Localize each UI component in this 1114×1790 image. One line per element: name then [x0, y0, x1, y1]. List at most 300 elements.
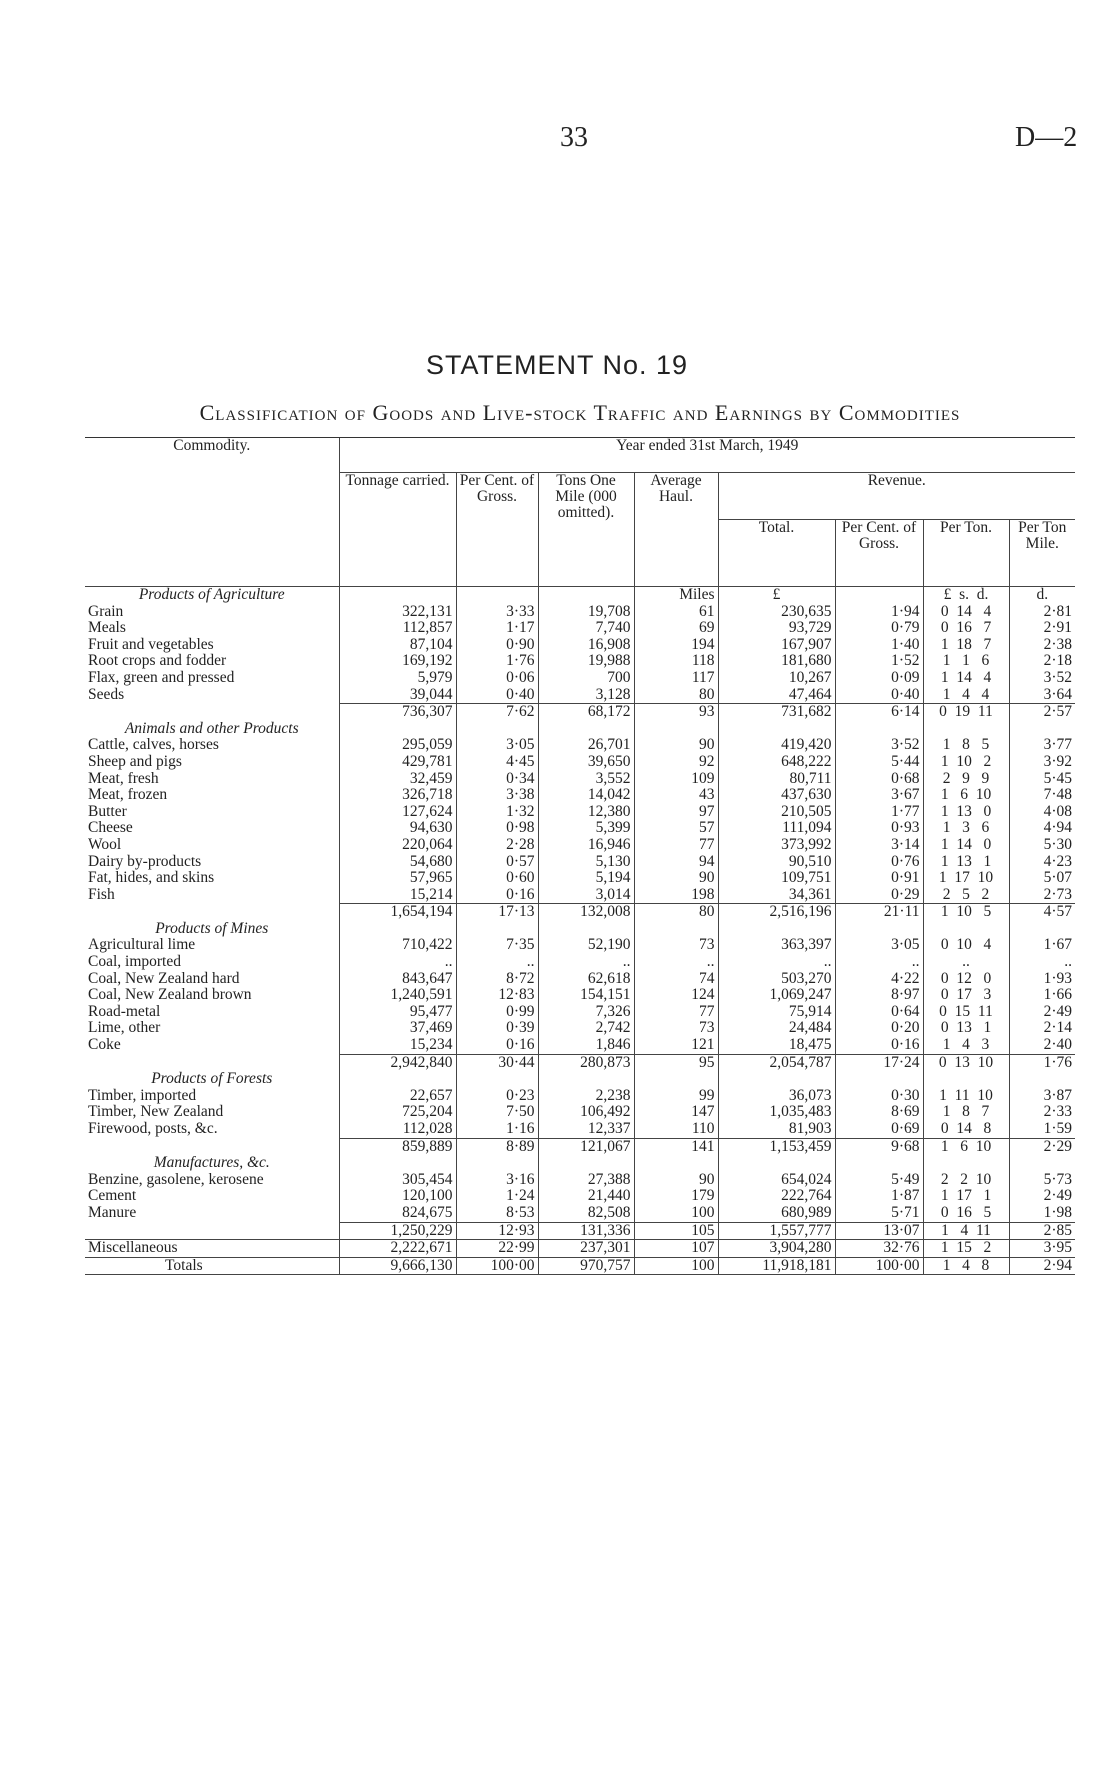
table-row [85, 754, 1075, 771]
cell-haul: 57 [634, 820, 718, 837]
cell-per-ton-mile: 1·93 [1009, 971, 1075, 988]
subtotal-row [85, 704, 1075, 721]
cell-rev-pct: 1·87 [835, 1188, 923, 1205]
group-title: Manufactures, &c. [153, 1154, 270, 1172]
cell-pct: 1·17 [456, 620, 538, 637]
cell-per-ton-mile: 4·08 [1009, 804, 1075, 821]
empty-cell [835, 1071, 923, 1088]
subtotal-label [85, 704, 339, 721]
commodity-name: Coal, New Zealand hard [88, 970, 240, 987]
empty-cell [339, 1071, 456, 1088]
group-title: Products of Agriculture [138, 586, 285, 603]
header-ton-miles: Tons One Mile (000 omitted). [538, 473, 634, 587]
cell-ton-miles: 14,042 [538, 787, 634, 804]
cell-per-ton: 0 16 5 [923, 1205, 1009, 1222]
cell-ton-miles: 68,172 [538, 704, 634, 721]
cell-per-ton-mile: 7·48 [1009, 787, 1075, 804]
cell-pct: 12·93 [456, 1222, 538, 1240]
group-title: Animals and other Products [124, 719, 299, 737]
table-row [85, 737, 1075, 754]
commodity-name: Firewood, posts, &c. [88, 1121, 218, 1137]
cell-total: 36,073 [718, 1088, 835, 1105]
cell-total: 363,397 [718, 937, 835, 954]
cell-rev-pct: 0·76 [835, 854, 923, 871]
statement-title: STATEMENT No. 19 [425, 350, 689, 380]
cell-haul: 110 [634, 1121, 718, 1138]
cell-rev-pct: 0·09 [835, 670, 923, 687]
cell-per-ton: 0 10 4 [923, 937, 1009, 954]
cell-ton-miles: 154,151 [538, 987, 634, 1004]
cell-rev-pct: 0·40 [835, 687, 923, 704]
cell-ton-miles: 19,988 [538, 653, 634, 670]
cell-pct: 0·60 [456, 870, 538, 887]
empty-cell [1009, 921, 1075, 938]
subtotal-row [85, 1222, 1075, 1240]
empty-cell [923, 921, 1009, 938]
cell-tonnage: 295,059 [339, 737, 456, 754]
empty-cell [835, 587, 923, 604]
header-commodity: Commodity. [85, 438, 339, 587]
cell-tonnage: 94,630 [339, 820, 456, 837]
cell-ton-miles: 970,757 [538, 1257, 634, 1275]
subtotal-label [85, 904, 339, 921]
empty-cell [538, 1155, 634, 1172]
cell-per-ton-mile: 3·77 [1009, 737, 1075, 754]
cell-haul: 80 [634, 904, 718, 921]
cell-rev-pct: 32·76 [835, 1240, 923, 1258]
cell-total: 731,682 [718, 704, 835, 721]
cell-per-ton: 1 8 7 [923, 1104, 1009, 1121]
cell-ton-miles: 280,873 [538, 1054, 634, 1071]
group-heading-row [85, 721, 1075, 738]
cell-total: 167,907 [718, 637, 835, 654]
empty-cell [339, 921, 456, 938]
cell-pct: 30·44 [456, 1054, 538, 1071]
cell-tonnage: 322,131 [339, 604, 456, 621]
cell-rev-pct: 0·93 [835, 820, 923, 837]
cell-ton-miles: 27,388 [538, 1172, 634, 1189]
cell-ton-miles: 5,130 [538, 854, 634, 871]
header-per-ton-mile: Per Ton Mile. [1009, 520, 1075, 587]
cell-pct: 1·16 [456, 1121, 538, 1138]
cell-per-ton: 1 13 1 [923, 854, 1009, 871]
cell-total: 680,989 [718, 1205, 835, 1222]
commodity-name: Agricultural lime [88, 937, 196, 954]
cell-per-ton-mile: 3·52 [1009, 670, 1075, 687]
cell-per-ton: 0 12 0 [923, 971, 1009, 988]
group-heading-row [85, 587, 1075, 604]
commodity-name: Fruit and vegetables [88, 636, 214, 653]
cell-rev-pct: 0·68 [835, 771, 923, 788]
table-row [85, 653, 1075, 670]
cell-tonnage: 112,857 [339, 620, 456, 637]
cell-per-ton: 2 9 9 [923, 771, 1009, 788]
empty-cell [634, 1071, 718, 1088]
empty-cell [456, 721, 538, 738]
cell-per-ton-mile: 1·76 [1009, 1054, 1075, 1071]
cell-ton-miles: 19,708 [538, 604, 634, 621]
cell-pct: 0·16 [456, 887, 538, 904]
cell-rev-pct: 1·52 [835, 653, 923, 670]
cell-tonnage: 859,889 [339, 1138, 456, 1155]
cell-per-ton: 1 18 7 [923, 637, 1009, 654]
table-row [85, 954, 1075, 971]
cell-pct: 4·45 [456, 754, 538, 771]
empty-cell [923, 721, 1009, 738]
cell-pct: 0·34 [456, 771, 538, 788]
totals-row-label: Totals [85, 1257, 339, 1275]
cell-pct: 8·53 [456, 1205, 538, 1222]
document-reference: D—2 [1015, 122, 1078, 153]
cell-per-ton: 0 13 1 [923, 1020, 1009, 1037]
cell-pct: 0·99 [456, 1004, 538, 1021]
misc-row [85, 1240, 1075, 1258]
empty-cell [1009, 1155, 1075, 1172]
empty-cell [538, 921, 634, 938]
cell-rev-pct: 3·14 [835, 837, 923, 854]
header-avg-haul: Average Haul. [634, 473, 718, 587]
table-row [85, 1188, 1075, 1205]
cell-pct: 1·76 [456, 653, 538, 670]
cell-total: 80,711 [718, 771, 835, 788]
table-row [85, 787, 1075, 804]
totals-row [85, 1257, 1075, 1275]
cell-pct: 0·06 [456, 670, 538, 687]
subtotal-label [85, 1222, 339, 1240]
cell-ton-miles: 26,701 [538, 737, 634, 754]
cell-per-ton: 1 8 5 [923, 737, 1009, 754]
cell-rev-pct: .. [835, 954, 923, 971]
commodity-name: Timber, New Zealand [88, 1104, 224, 1121]
cell-tonnage: 1,240,591 [339, 987, 456, 1004]
cell-per-ton-mile: 2·18 [1009, 653, 1075, 670]
empty-cell [634, 721, 718, 738]
cell-rev-pct: 8·69 [835, 1104, 923, 1121]
cell-haul: 179 [634, 1188, 718, 1205]
cell-tonnage: 37,469 [339, 1020, 456, 1037]
header-rev-percent: Per Cent. of Gross. [835, 520, 923, 587]
subtotal-row [85, 1054, 1075, 1071]
commodity-table [85, 438, 1075, 1275]
cell-tonnage: 824,675 [339, 1205, 456, 1222]
empty-cell [339, 721, 456, 738]
cell-total: 18,475 [718, 1037, 835, 1054]
cell-rev-pct: 6·14 [835, 704, 923, 721]
empty-cell [339, 587, 456, 604]
cell-ton-miles: 1,846 [538, 1037, 634, 1054]
cell-tonnage: 95,477 [339, 1004, 456, 1021]
cell-per-ton-mile: 1·66 [1009, 987, 1075, 1004]
cell-rev-pct: 0·69 [835, 1121, 923, 1138]
cell-rev-pct: 4·22 [835, 971, 923, 988]
cell-pct: 0·90 [456, 637, 538, 654]
cell-ton-miles: 7,326 [538, 1004, 634, 1021]
page-number: 33 [560, 122, 588, 153]
empty-cell [634, 921, 718, 938]
cell-rev-pct: 0·16 [835, 1037, 923, 1054]
cell-tonnage: 725,204 [339, 1104, 456, 1121]
cell-per-ton: 1 14 0 [923, 837, 1009, 854]
cell-ton-miles: 2,238 [538, 1088, 634, 1105]
empty-cell [923, 1071, 1009, 1088]
cell-tonnage: 2,942,840 [339, 1054, 456, 1071]
cell-rev-pct: 0·64 [835, 1004, 923, 1021]
cell-per-ton: 1 4 8 [923, 1257, 1009, 1275]
cell-ton-miles: 2,742 [538, 1020, 634, 1037]
empty-cell [538, 587, 634, 604]
cell-tonnage: 710,422 [339, 937, 456, 954]
cell-pct: 0·57 [456, 854, 538, 871]
cell-pct: 7·50 [456, 1104, 538, 1121]
commodity-name: Seeds [88, 686, 125, 703]
table-row [85, 971, 1075, 988]
cell-rev-pct: 13·07 [835, 1222, 923, 1240]
commodity-name: Flax, green and pressed [88, 669, 235, 686]
cell-haul: 90 [634, 870, 718, 887]
cell-rev-pct: 3·52 [835, 737, 923, 754]
cell-total: 3,904,280 [718, 1240, 835, 1258]
cell-per-ton: 0 14 4 [923, 604, 1009, 621]
cell-per-ton-mile: 5·07 [1009, 870, 1075, 887]
cell-per-ton: 0 19 11 [923, 704, 1009, 721]
table-row [85, 1004, 1075, 1021]
cell-haul: 95 [634, 1054, 718, 1071]
cell-total: .. [718, 954, 835, 971]
table-row [85, 937, 1075, 954]
cell-per-ton: 1 17 10 [923, 870, 1009, 887]
cell-haul: 141 [634, 1138, 718, 1155]
commodity-name: Lime, other [88, 1020, 161, 1037]
cell-pct: 17·13 [456, 904, 538, 921]
cell-haul: .. [634, 954, 718, 971]
cell-ton-miles: 121,067 [538, 1138, 634, 1155]
misc-row-label: Miscellaneous [85, 1240, 339, 1258]
cell-pct: 0·16 [456, 1037, 538, 1054]
cell-per-ton: 0 15 11 [923, 1004, 1009, 1021]
cell-tonnage: 5,979 [339, 670, 456, 687]
table-row [85, 1205, 1075, 1222]
cell-ton-miles: 3,014 [538, 887, 634, 904]
cell-haul: 118 [634, 653, 718, 670]
unit-label: Miles [634, 587, 718, 604]
unit-label: £ [718, 587, 835, 604]
table-row [85, 1020, 1075, 1037]
cell-per-ton: 0 16 7 [923, 620, 1009, 637]
cell-ton-miles: 237,301 [538, 1240, 634, 1258]
cell-haul: 90 [634, 1172, 718, 1189]
cell-pct: 3·16 [456, 1172, 538, 1189]
table-row [85, 1037, 1075, 1054]
commodity-name: Timber, imported [88, 1087, 197, 1104]
cell-per-ton: 1 10 2 [923, 754, 1009, 771]
cell-haul: 198 [634, 887, 718, 904]
empty-cell [634, 1155, 718, 1172]
empty-cell [718, 1071, 835, 1088]
table-row [85, 604, 1075, 621]
cell-ton-miles: 3,552 [538, 771, 634, 788]
cell-haul: 147 [634, 1104, 718, 1121]
cell-haul: 90 [634, 737, 718, 754]
cell-haul: 77 [634, 1004, 718, 1021]
commodity-name: Cement [88, 1188, 137, 1205]
cell-per-ton: 1 6 10 [923, 787, 1009, 804]
cell-per-ton-mile: 3·64 [1009, 687, 1075, 704]
empty-cell [718, 921, 835, 938]
group-heading-row [85, 1071, 1075, 1088]
cell-haul: 94 [634, 854, 718, 871]
cell-pct: 3·38 [456, 787, 538, 804]
empty-cell [835, 721, 923, 738]
cell-pct: 3·05 [456, 737, 538, 754]
table-row [85, 687, 1075, 704]
cell-tonnage: 54,680 [339, 854, 456, 871]
cell-pct: 0·23 [456, 1088, 538, 1105]
cell-pct: 100·00 [456, 1257, 538, 1275]
cell-per-ton-mile: 2·33 [1009, 1104, 1075, 1121]
cell-total: 181,680 [718, 653, 835, 670]
table-row [85, 771, 1075, 788]
cell-ton-miles: 62,618 [538, 971, 634, 988]
cell-ton-miles: 106,492 [538, 1104, 634, 1121]
table-row [85, 1088, 1075, 1105]
cell-tonnage: 1,654,194 [339, 904, 456, 921]
cell-tonnage: 127,624 [339, 804, 456, 821]
cell-per-ton: 1 10 5 [923, 904, 1009, 921]
cell-per-ton-mile: 2·38 [1009, 637, 1075, 654]
cell-haul: 117 [634, 670, 718, 687]
cell-total: 90,510 [718, 854, 835, 871]
cell-per-ton: 1 1 6 [923, 653, 1009, 670]
commodity-name: Coal, imported [88, 954, 181, 971]
cell-tonnage: 112,028 [339, 1121, 456, 1138]
table-row [85, 1172, 1075, 1189]
table-row [85, 1104, 1075, 1121]
cell-rev-pct: 3·05 [835, 937, 923, 954]
empty-cell [835, 1155, 923, 1172]
commodity-name: Sheep and pigs [88, 753, 182, 770]
cell-per-ton-mile: 1·98 [1009, 1205, 1075, 1222]
table-row [85, 854, 1075, 871]
cell-total: 1,035,483 [718, 1104, 835, 1121]
cell-haul: 124 [634, 987, 718, 1004]
cell-pct: 12·83 [456, 987, 538, 1004]
cell-total: 11,918,181 [718, 1257, 835, 1275]
subtotal-label [85, 1138, 339, 1155]
empty-cell [339, 1155, 456, 1172]
cell-ton-miles: 7,740 [538, 620, 634, 637]
cell-total: 648,222 [718, 754, 835, 771]
cell-total: 81,903 [718, 1121, 835, 1138]
cell-rev-pct: 0·79 [835, 620, 923, 637]
cell-haul: 43 [634, 787, 718, 804]
cell-tonnage: 736,307 [339, 704, 456, 721]
cell-tonnage: 429,781 [339, 754, 456, 771]
cell-pct: 8·72 [456, 971, 538, 988]
cell-per-ton-mile: 2·14 [1009, 1020, 1075, 1037]
cell-per-ton: 1 14 4 [923, 670, 1009, 687]
cell-per-ton: 1 4 4 [923, 687, 1009, 704]
cell-haul: 105 [634, 1222, 718, 1240]
cell-haul: 99 [634, 1088, 718, 1105]
table-row [85, 820, 1075, 837]
cell-total: 419,420 [718, 737, 835, 754]
cell-total: 503,270 [718, 971, 835, 988]
cell-ton-miles: 3,128 [538, 687, 634, 704]
cell-haul: 109 [634, 771, 718, 788]
cell-total: 2,054,787 [718, 1054, 835, 1071]
cell-haul: 69 [634, 620, 718, 637]
cell-per-ton-mile: 3·87 [1009, 1088, 1075, 1105]
cell-per-ton-mile: 5·30 [1009, 837, 1075, 854]
cell-tonnage: 843,647 [339, 971, 456, 988]
cell-per-ton-mile: .. [1009, 954, 1075, 971]
cell-tonnage: 120,100 [339, 1188, 456, 1205]
cell-per-ton-mile: 4·23 [1009, 854, 1075, 871]
cell-ton-miles: 12,337 [538, 1121, 634, 1138]
commodity-name: Grain [88, 603, 124, 620]
cell-per-ton-mile: 5·73 [1009, 1172, 1075, 1189]
cell-per-ton: 1 17 1 [923, 1188, 1009, 1205]
table-row [85, 620, 1075, 637]
cell-ton-miles: 52,190 [538, 937, 634, 954]
header-revenue: Revenue. [718, 473, 1075, 520]
cell-total: 1,069,247 [718, 987, 835, 1004]
cell-total: 24,484 [718, 1020, 835, 1037]
cell-tonnage: .. [339, 954, 456, 971]
cell-rev-pct: 0·30 [835, 1088, 923, 1105]
empty-cell [456, 587, 538, 604]
cell-per-ton: 0 13 10 [923, 1054, 1009, 1071]
cell-rev-pct: 1·40 [835, 637, 923, 654]
cell-per-ton-mile: 2·49 [1009, 1188, 1075, 1205]
cell-per-ton-mile: 2·29 [1009, 1138, 1075, 1155]
cell-total: 222,764 [718, 1188, 835, 1205]
cell-per-ton: 2 5 2 [923, 887, 1009, 904]
cell-pct: 1·24 [456, 1188, 538, 1205]
cell-ton-miles: 5,399 [538, 820, 634, 837]
cell-ton-miles: .. [538, 954, 634, 971]
empty-cell [835, 921, 923, 938]
cell-ton-miles: 700 [538, 670, 634, 687]
cell-rev-pct: 5·49 [835, 1172, 923, 1189]
empty-cell [1009, 721, 1075, 738]
cell-total: 230,635 [718, 604, 835, 621]
cell-total: 34,361 [718, 887, 835, 904]
header-total: Total. [718, 520, 835, 587]
cell-rev-pct: 1·94 [835, 604, 923, 621]
cell-per-ton-mile: 3·92 [1009, 754, 1075, 771]
group-heading-row [85, 1155, 1075, 1172]
cell-ton-miles: 5,194 [538, 870, 634, 887]
header-tonnage: Tonnage carried. [339, 473, 456, 587]
cell-per-ton-mile: 4·57 [1009, 904, 1075, 921]
cell-tonnage: 15,214 [339, 887, 456, 904]
cell-haul: 74 [634, 971, 718, 988]
commodity-name: Manure [88, 1204, 137, 1221]
table-row [85, 804, 1075, 821]
commodity-name: Coke [88, 1037, 121, 1054]
empty-cell [456, 921, 538, 938]
header-percent: Per Cent. of Gross. [456, 473, 538, 587]
cell-total: 111,094 [718, 820, 835, 837]
cell-tonnage: 9,666,130 [339, 1257, 456, 1275]
cell-total: 373,992 [718, 837, 835, 854]
cell-rev-pct: 5·44 [835, 754, 923, 771]
table-row [85, 837, 1075, 854]
cell-total: 1,557,777 [718, 1222, 835, 1240]
commodity-name: Meat, frozen [88, 787, 168, 804]
cell-tonnage: 39,044 [339, 687, 456, 704]
